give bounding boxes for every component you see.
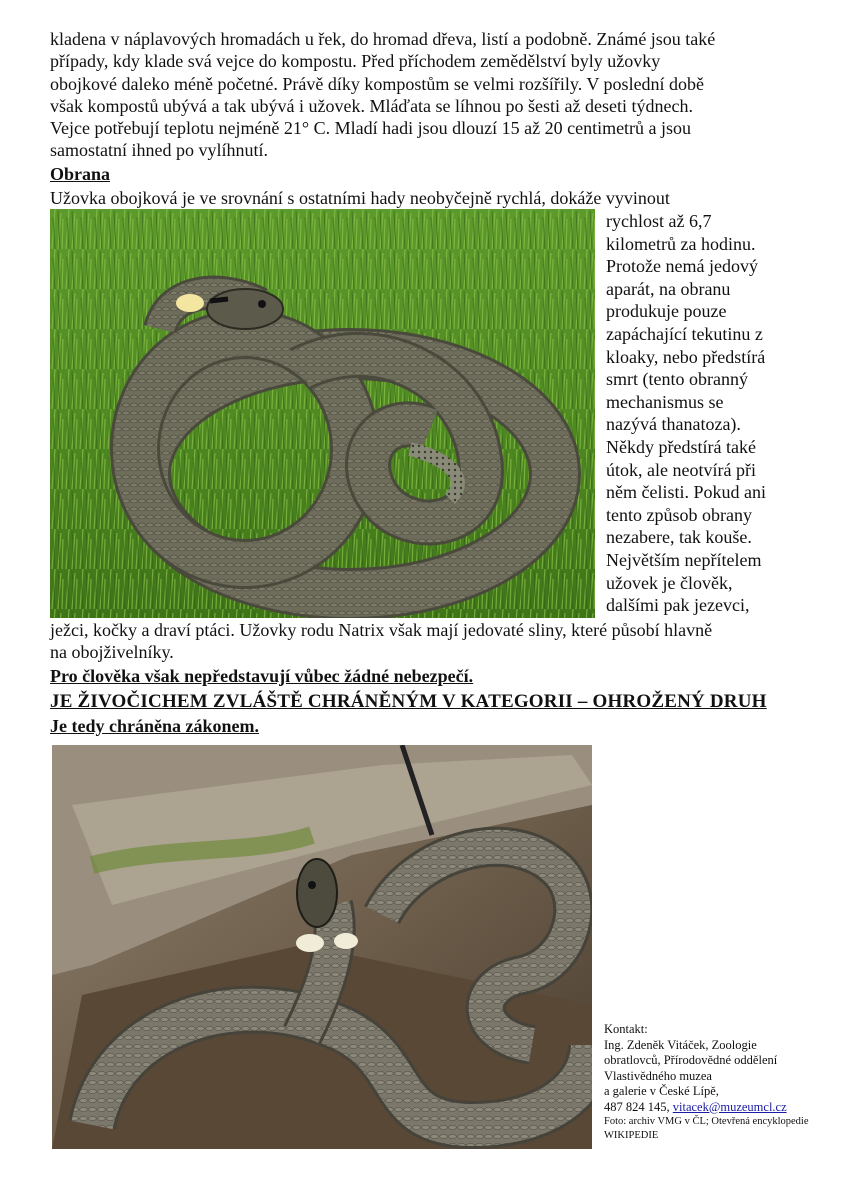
after-line: ježci, kočky a draví ptáci. Užovky rodu Natrix však mají jedovaté sliny, které působí hlavně (50, 620, 713, 640)
side-line: mechanismus se (606, 391, 724, 412)
side-line: útok, ale neotvírá při (606, 459, 756, 480)
contact-line: Vlastivědného muzea (604, 1068, 712, 1083)
contact-phone-email-line (604, 1100, 834, 1116)
side-line: kilometrů za hodinu. (606, 233, 756, 254)
contact-line: Ing. Zdeněk Vitáček, Zoologie (604, 1037, 757, 1052)
law-statement: Je tedy chráněna zákonem. (50, 716, 259, 736)
intro-line: případy, kdy klade svá vejce do kompostu. Před příchodem zemědělství byly užovky (50, 51, 661, 72)
defense-continuation (50, 619, 810, 663)
side-line: produkuje pouze (606, 301, 727, 322)
snake-in-grass-photo (50, 209, 595, 618)
side-line: Největším nepřítelem (606, 549, 762, 570)
contact-line: a galerie v České Lípě, (604, 1084, 719, 1098)
contact-phone: 487 824 145, (604, 1099, 670, 1114)
contact-email-link[interactable]: vitacek@muzeumcl.cz (672, 1099, 787, 1114)
intro-line: však kompostů ubývá a tak ubývá i užovek. Mláďata se líhnou po šesti až deseti týdnech. (50, 95, 693, 116)
side-line: něm čelisti. Pokud ani (606, 482, 766, 503)
section-heading-obrana: Obrana (50, 164, 111, 184)
intro-paragraph (50, 28, 790, 162)
side-line: tento způsob obrany (606, 504, 752, 525)
side-line: nazývá thanatoza). (606, 414, 741, 435)
defense-lead-line: Užovka obojková je ve srovnání s ostatními hady neobyčejně rychlá, dokáže vyvinout (50, 188, 670, 208)
side-line: dalšími pak jezevci, (606, 595, 750, 616)
side-line: zapáchající tekutinu z (606, 323, 763, 344)
side-line: Protože nemá jedový (606, 256, 758, 277)
contact-line: obratlovců, Přírodovědné oddělení (604, 1053, 778, 1067)
side-line: nezabere, tak kouše. (606, 527, 752, 548)
intro-line: Vejce potřebují teplotu nejméně 21° C. Mladí hadi jsou dlouzí 15 až 20 centimetrů a jsou (50, 118, 692, 139)
side-line: aparát, na obranu (606, 278, 731, 299)
intro-line: obojkové daleko méně početné. Právě díky kompostům se velmi rozšířily. V poslední době (50, 73, 705, 94)
side-line: užovek je člověk, (606, 572, 733, 593)
photo-credit: Foto: archiv VMG v ČL; Otevřená encyklopedie WIKIPEDIE (604, 1116, 809, 1141)
side-line: rychlost až 6,7 (606, 211, 712, 231)
contact-label: Kontakt: (604, 1022, 648, 1036)
danger-statement: Pro člověka však nepředstavují vůbec žádné nebezpečí. (50, 666, 474, 686)
protected-species-statement: JE ŽIVOČICHEM ZVLÁŠTĚ CHRÁNĚNÝM V KATEGORII – OHROŽENÝ DRUH (50, 691, 767, 712)
side-line: Někdy předstírá také (606, 436, 756, 457)
intro-line: samostatní ihned po vylíhnutí. (50, 140, 268, 161)
after-line: na obojživelníky. (50, 642, 174, 662)
contact-block (604, 1022, 834, 1142)
intro-line: kladena v náplavových hromadách u řek, do hromad dřeva, listí a podobně. Známé jsou také (50, 29, 716, 49)
side-line: kloaky, nebo předstírá (606, 346, 766, 367)
defense-side-text (606, 210, 806, 617)
snake-on-rocks-photo (52, 745, 592, 1149)
side-line: smrt (tento obranný (606, 369, 748, 390)
